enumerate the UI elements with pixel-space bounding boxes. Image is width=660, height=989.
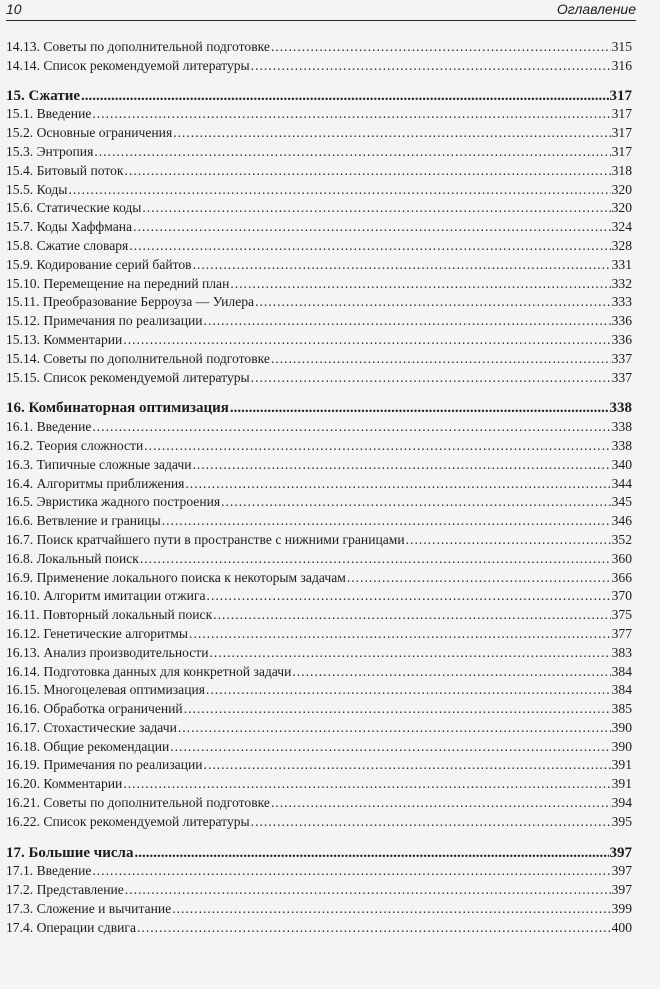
leader-dots xyxy=(81,87,609,106)
toc-chapter-15 xyxy=(6,87,632,106)
leader-dots xyxy=(129,237,610,256)
toc-entry-page: 324 xyxy=(611,219,632,235)
toc-entry-title: 16.10. Алгоритм имитации отжига xyxy=(6,588,206,604)
toc-entry-page: 320 xyxy=(611,181,632,197)
toc-entry-title: 15.10. Перемещение на передний план xyxy=(6,275,230,291)
leader-dots xyxy=(193,256,611,275)
leader-dots xyxy=(68,181,610,200)
toc-entry-page: 320 xyxy=(611,200,632,216)
chapter-page: 397 xyxy=(609,844,632,861)
toc-entry-title: 16.5. Эвристика жадного построения xyxy=(6,494,221,510)
toc-entry-page: 397 xyxy=(611,882,632,898)
toc-entry-page: 360 xyxy=(611,550,632,566)
toc-entry xyxy=(6,350,632,369)
chapter-page: 338 xyxy=(609,400,632,417)
toc-entry-page: 391 xyxy=(611,776,632,792)
toc-entry-title: 17.4. Операции сдвига xyxy=(6,919,137,935)
toc-entry xyxy=(6,756,632,775)
leader-dots xyxy=(213,606,610,625)
toc-entry-page: 384 xyxy=(611,682,632,698)
toc-entry-page: 328 xyxy=(611,237,632,253)
toc-entry-title: 16.20. Комментарии xyxy=(6,776,123,792)
toc-entry-page: 395 xyxy=(611,813,632,829)
leader-dots xyxy=(92,418,610,437)
toc-entry xyxy=(6,794,632,813)
toc-entry-title: 16.13. Анализ производительности xyxy=(6,644,209,660)
leader-dots xyxy=(125,162,611,181)
leader-dots xyxy=(189,625,611,644)
table-of-contents xyxy=(6,38,632,938)
toc-entry xyxy=(6,719,632,738)
toc-chapter-16 xyxy=(6,399,632,418)
toc-entry-page: 375 xyxy=(611,607,632,623)
toc-entry xyxy=(6,218,632,237)
leader-dots xyxy=(204,756,611,775)
toc-entry xyxy=(6,881,632,900)
toc-entry-title: 16.4. Алгоритмы приближения xyxy=(6,475,185,491)
toc-entry xyxy=(6,105,632,124)
toc-entry-title: 17.3. Сложение и вычитание xyxy=(6,901,172,917)
leader-dots xyxy=(221,493,610,512)
toc-entry-title: 16.21. Советы по дополнительной подготовке xyxy=(6,795,270,811)
toc-entry xyxy=(6,312,632,331)
toc-entry-page: 377 xyxy=(611,625,632,641)
leader-dots xyxy=(144,437,610,456)
toc-group-17 xyxy=(6,862,632,937)
toc-entry-page: 346 xyxy=(611,513,632,529)
toc-entry-page: 316 xyxy=(611,57,632,73)
toc-entry xyxy=(6,775,632,794)
toc-entry-title: 16.18. Общие рекомендации xyxy=(6,738,170,754)
leader-dots xyxy=(347,569,611,588)
toc-entry-title: 16.2. Теория сложности xyxy=(6,437,144,453)
toc-entry-title: 16.7. Поиск кратчайшего пути в пространстве с нижними границами xyxy=(6,531,405,547)
leader-dots xyxy=(192,456,610,475)
toc-entry xyxy=(6,293,632,312)
toc-entry-title: 15.11. Преобразование Берроуза — Уилера xyxy=(6,294,255,310)
toc-entry xyxy=(6,418,632,437)
toc-entry-title: 15.4. Битовый поток xyxy=(6,162,124,178)
leader-dots xyxy=(184,700,611,719)
toc-entry xyxy=(6,900,632,919)
toc-entry xyxy=(6,644,632,663)
leader-dots xyxy=(271,38,611,57)
toc-chapter-17 xyxy=(6,844,632,863)
toc-entry xyxy=(6,625,632,644)
toc-entry-page: 390 xyxy=(611,719,632,735)
toc-entry-page: 391 xyxy=(611,757,632,773)
toc-entry xyxy=(6,456,632,475)
toc-entry-page: 344 xyxy=(611,475,632,491)
leader-dots xyxy=(230,275,610,294)
leader-dots xyxy=(123,775,610,794)
toc-entry-title: 15.12. Примечания по реализации xyxy=(6,313,203,329)
chapter-title: 16. Комбинаторная оптимизация xyxy=(6,400,229,417)
toc-entry-page: 317 xyxy=(611,106,632,122)
toc-entry-title: 15.14. Советы по дополнительной подготовке xyxy=(6,350,270,366)
toc-entry xyxy=(6,700,632,719)
toc-entry-title: 16.19. Примечания по реализации xyxy=(6,757,203,773)
toc-group-15 xyxy=(6,105,632,387)
chapter-page: 317 xyxy=(609,87,632,104)
running-header-title: Оглавление xyxy=(556,1,636,17)
toc-entry-page: 340 xyxy=(611,456,632,472)
toc-entry-title: 16.17. Стохастические задачи xyxy=(6,719,177,735)
toc-entry-title: 16.9. Применение локального поиска к некоторым задачам xyxy=(6,569,346,585)
toc-entry-page: 383 xyxy=(611,644,632,660)
toc-entry xyxy=(6,587,632,606)
toc-entry-title: 15.5. Коды xyxy=(6,181,68,197)
toc-entry-title: 15.1. Введение xyxy=(6,106,92,122)
toc-entry xyxy=(6,57,632,76)
toc-entry-title: 16.22. Список рекомендуемой литературы xyxy=(6,813,250,829)
toc-entry-page: 397 xyxy=(611,863,632,879)
page-number: 10 xyxy=(6,1,22,17)
toc-group-16 xyxy=(6,418,632,832)
toc-entry-page: 337 xyxy=(611,350,632,366)
leader-dots xyxy=(137,919,611,938)
toc-entry-page: 394 xyxy=(611,795,632,811)
toc-entry-page: 399 xyxy=(611,901,632,917)
leader-dots xyxy=(173,124,610,143)
leader-dots xyxy=(178,719,611,738)
toc-entry xyxy=(6,862,632,881)
toc-entry-page: 366 xyxy=(611,569,632,585)
toc-entry xyxy=(6,475,632,494)
leader-dots xyxy=(406,531,611,550)
leader-dots xyxy=(206,681,611,700)
toc-entry-title: 16.6. Ветвление и границы xyxy=(6,513,161,529)
leader-dots xyxy=(292,663,610,682)
toc-entry-page: 345 xyxy=(611,494,632,510)
toc-entry xyxy=(6,813,632,832)
toc-entry xyxy=(6,162,632,181)
toc-entry-page: 318 xyxy=(611,162,632,178)
leader-dots xyxy=(172,900,610,919)
toc-entry-title: 16.1. Введение xyxy=(6,419,92,435)
toc-entry-title: 16.11. Повторный локальный поиск xyxy=(6,607,213,623)
toc-group-14 xyxy=(6,38,632,76)
leader-dots xyxy=(207,587,611,606)
toc-entry xyxy=(6,606,632,625)
toc-entry-page: 337 xyxy=(611,369,632,385)
toc-entry-title: 15.6. Статические коды xyxy=(6,200,142,216)
toc-entry xyxy=(6,493,632,512)
toc-entry xyxy=(6,512,632,531)
toc-entry xyxy=(6,569,632,588)
leader-dots xyxy=(123,331,610,350)
toc-entry-title: 16.8. Локальный поиск xyxy=(6,550,139,566)
toc-entry xyxy=(6,369,632,388)
toc-entry-title: 16.16. Обработка ограничений xyxy=(6,701,183,717)
toc-entry-page: 317 xyxy=(611,125,632,141)
running-header xyxy=(6,0,636,21)
leader-dots xyxy=(251,369,611,388)
toc-entry-page: 333 xyxy=(611,294,632,310)
toc-entry xyxy=(6,437,632,456)
toc-entry-title: 14.13. Советы по дополнительной подготовке xyxy=(6,39,270,54)
toc-entry xyxy=(6,919,632,938)
leader-dots xyxy=(92,862,610,881)
toc-entry xyxy=(6,331,632,350)
toc-entry-page: 315 xyxy=(611,39,632,54)
leader-dots xyxy=(140,550,611,569)
leader-dots xyxy=(271,794,611,813)
toc-entry-title: 16.12. Генетические алгоритмы xyxy=(6,625,189,641)
toc-entry-title: 15.3. Энтропия xyxy=(6,143,94,159)
toc-entry xyxy=(6,181,632,200)
toc-entry xyxy=(6,531,632,550)
toc-entry-page: 331 xyxy=(611,256,632,272)
toc-entry-title: 14.14. Список рекомендуемой литературы xyxy=(6,57,250,73)
toc-entry-title: 15.9. Кодирование серий байтов xyxy=(6,256,192,272)
toc-entry-page: 336 xyxy=(611,331,632,347)
chapter-title: 15. Сжатие xyxy=(6,87,80,104)
leader-dots xyxy=(142,199,610,218)
toc-entry-title: 16.3. Типичные сложные задачи xyxy=(6,456,192,472)
leader-dots xyxy=(271,350,611,369)
toc-entry-page: 338 xyxy=(611,437,632,453)
toc-entry-title: 16.14. Подготовка данных для конкретной задачи xyxy=(6,663,292,679)
toc-entry-title: 15.15. Список рекомендуемой литературы xyxy=(6,369,250,385)
leader-dots xyxy=(92,105,610,124)
toc-entry xyxy=(6,256,632,275)
toc-entry-title: 15.8. Сжатие словаря xyxy=(6,237,129,253)
toc-entry xyxy=(6,738,632,757)
toc-entry xyxy=(6,38,632,57)
toc-entry xyxy=(6,199,632,218)
leader-dots xyxy=(133,218,611,237)
leader-dots xyxy=(134,844,608,863)
leader-dots xyxy=(162,512,611,531)
toc-entry xyxy=(6,550,632,569)
toc-entry xyxy=(6,143,632,162)
leader-dots xyxy=(125,881,611,900)
toc-entry-page: 332 xyxy=(611,275,632,291)
toc-entry-title: 15.7. Коды Хаффмана xyxy=(6,219,133,235)
toc-entry-title: 15.2. Основные ограничения xyxy=(6,125,173,141)
toc-entry-page: 385 xyxy=(611,701,632,717)
leader-dots xyxy=(230,399,609,418)
leader-dots xyxy=(204,312,611,331)
toc-entry-page: 390 xyxy=(611,738,632,754)
toc-entry xyxy=(6,681,632,700)
leader-dots xyxy=(251,57,611,76)
toc-entry xyxy=(6,124,632,143)
toc-entry-title: 15.13. Комментарии xyxy=(6,331,123,347)
toc-entry-page: 384 xyxy=(611,663,632,679)
leader-dots xyxy=(251,813,611,832)
toc-entry-page: 338 xyxy=(611,419,632,435)
leader-dots xyxy=(170,738,610,757)
leader-dots xyxy=(255,293,611,312)
toc-entry-page: 400 xyxy=(611,919,632,935)
leader-dots xyxy=(94,143,610,162)
toc-entry-title: 16.15. Многоцелевая оптимизация xyxy=(6,682,205,698)
toc-entry-title: 17.1. Введение xyxy=(6,863,92,879)
leader-dots xyxy=(210,644,611,663)
toc-entry xyxy=(6,663,632,682)
toc-entry-page: 352 xyxy=(611,531,632,547)
chapter-title: 17. Большие числа xyxy=(6,844,134,861)
toc-entry-page: 370 xyxy=(611,588,632,604)
toc-entry-page: 317 xyxy=(611,143,632,159)
toc-entry-title: 17.2. Представление xyxy=(6,882,124,898)
toc-entry-page: 336 xyxy=(611,313,632,329)
leader-dots xyxy=(185,475,610,494)
toc-entry xyxy=(6,237,632,256)
toc-entry xyxy=(6,275,632,294)
